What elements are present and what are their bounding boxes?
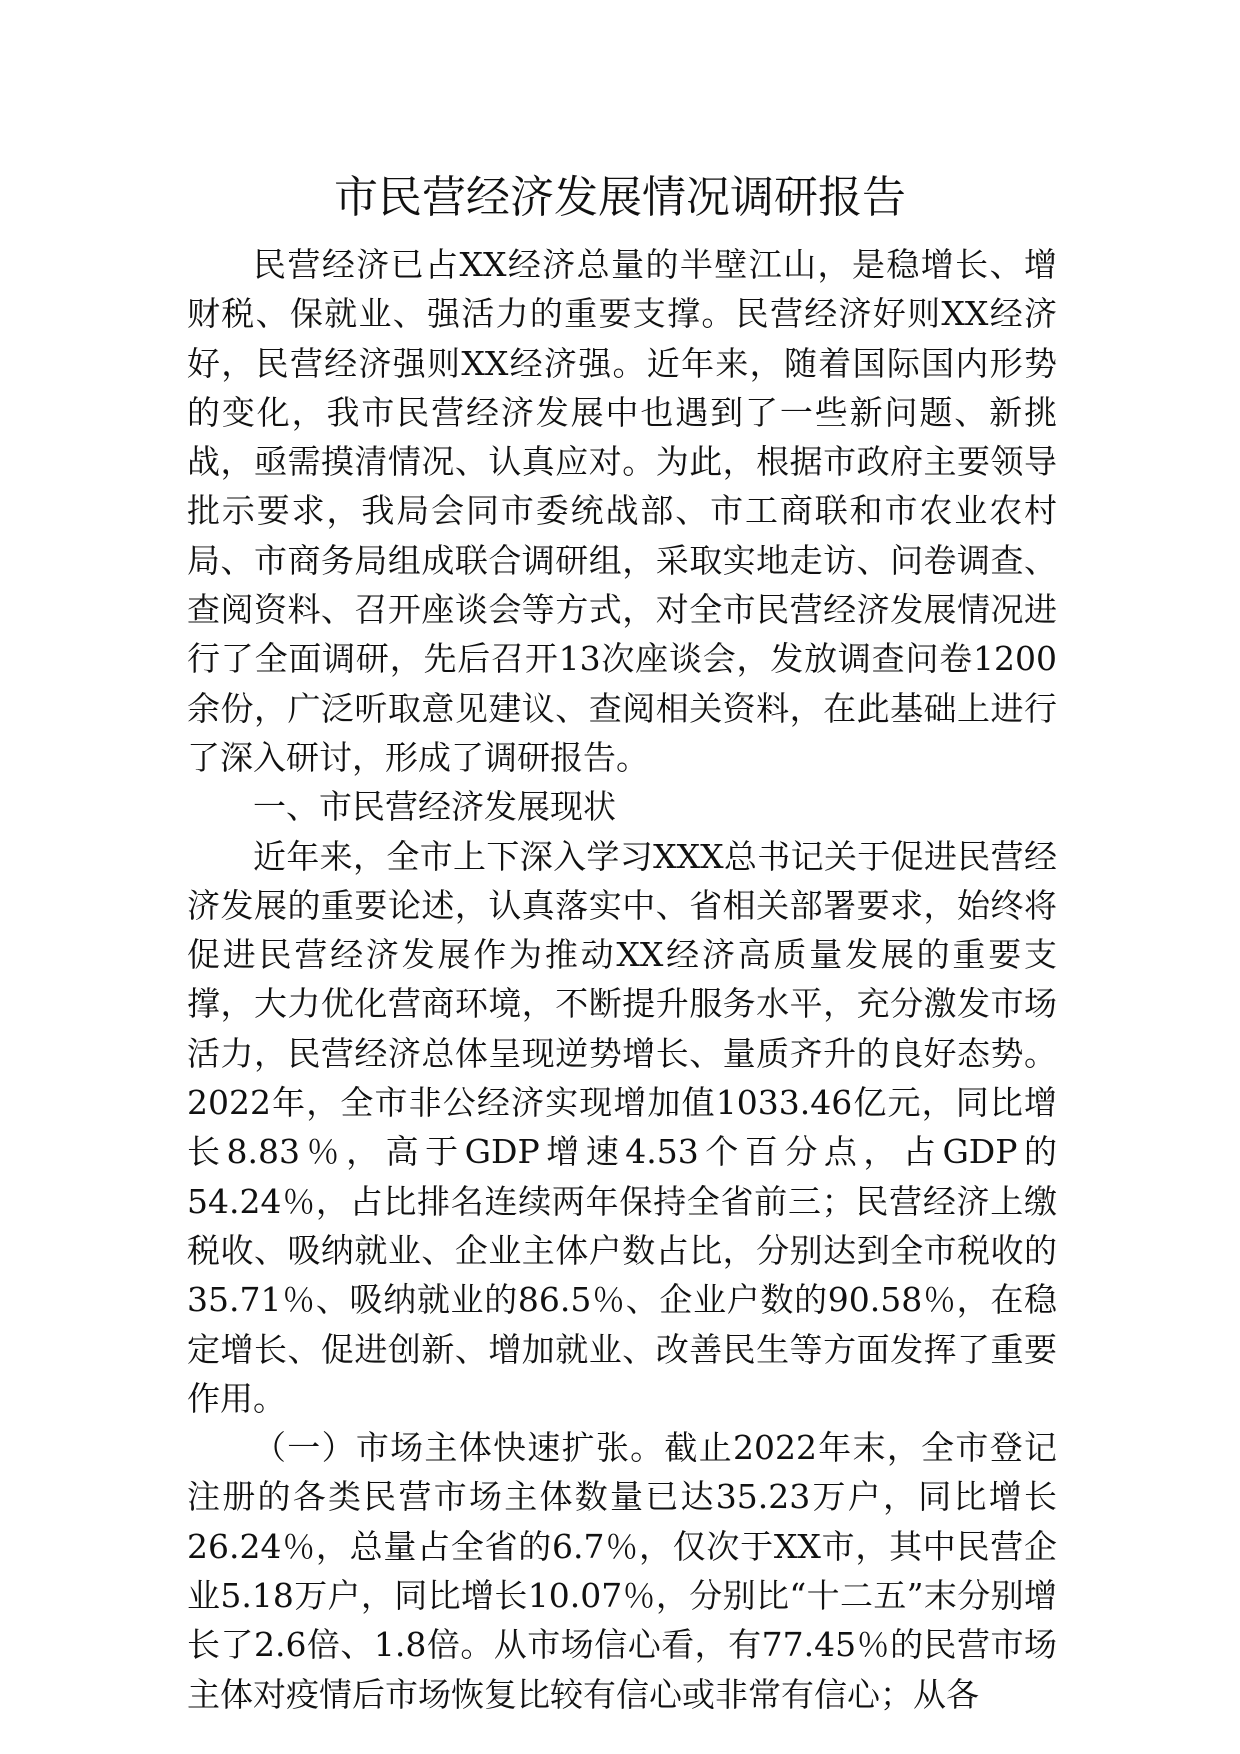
paragraph-status: 近年来，全市上下深入学习XXX总书记关于促进民营经济发展的重要论述，认真落实中、省相关部署要求，始终将促进民营经济发展作为推动XX经济高质量发展的重要支撑，大力优化营商环境，不断提升服务水平，充分激发市场活力，民营经济总体呈现逆势增长、量质齐升的良好态势。2022年，全市非公经济实现增加值1033.46亿元，同比增长8.83％，高于GDP增速4.53个百分点，占GDP的54.24％，占比排名连续两年保持全省前三；民营经济上缴税收、吸纳就业、企业主体户数占比，分别达到全市税收的35.71％、吸纳就业的86.5％、企业户数的90.58％，在稳定增长、促进创新、增加就业、改善民生等方面发挥了重要作用。 [187, 836, 1057, 1418]
paragraph-intro: 民营经济已占XX经济总量的半壁江山，是稳增长、增财税、保就业、强活力的重要支撑。民营经济好则XX经济好，民营经济强则XX经济强。近年来，随着国际国内形势的变化，我市民营经济发展中也遇到了一些新问题、新挑战，亟需摸清情况、认真应对。为此，根据市政府主要领导批示要求，我局会同市委统战部、市工商联和市农业农村局、市商务局组成联合调研组，采取实地走访、问卷调查、查阅资料、召开座谈会等方式，对全市民营经济发展情况进行了全面调研，先后召开13次座谈会，发放调查问卷1200余份，广泛听取意见建议、查阅相关资料，在此基础上进行了深入研讨，形成了调研报告。 [187, 245, 1057, 777]
paragraph-market-entities: （一）市场主体快速扩张。截止2022年末，全市登记注册的各类民营市场主体数量已达35.23万户，同比增长26.24％，总量占全省的6.7％，仅次于XX市，其中民营企业5.18万户，同比增长10.07％，分别比“十二五”末分别增长了2.6倍、1.8倍。从市场信心看，有77.45％的民营市场主体对疫情后市场恢复比较有信心或非常有信心；从各 [187, 1428, 1057, 1714]
section-heading-1: 一、市民营经济发展现状 [253, 787, 616, 827]
document-title: 市民营经济发展情况调研报告 [334, 172, 906, 223]
document-body [187, 240, 1057, 1719]
